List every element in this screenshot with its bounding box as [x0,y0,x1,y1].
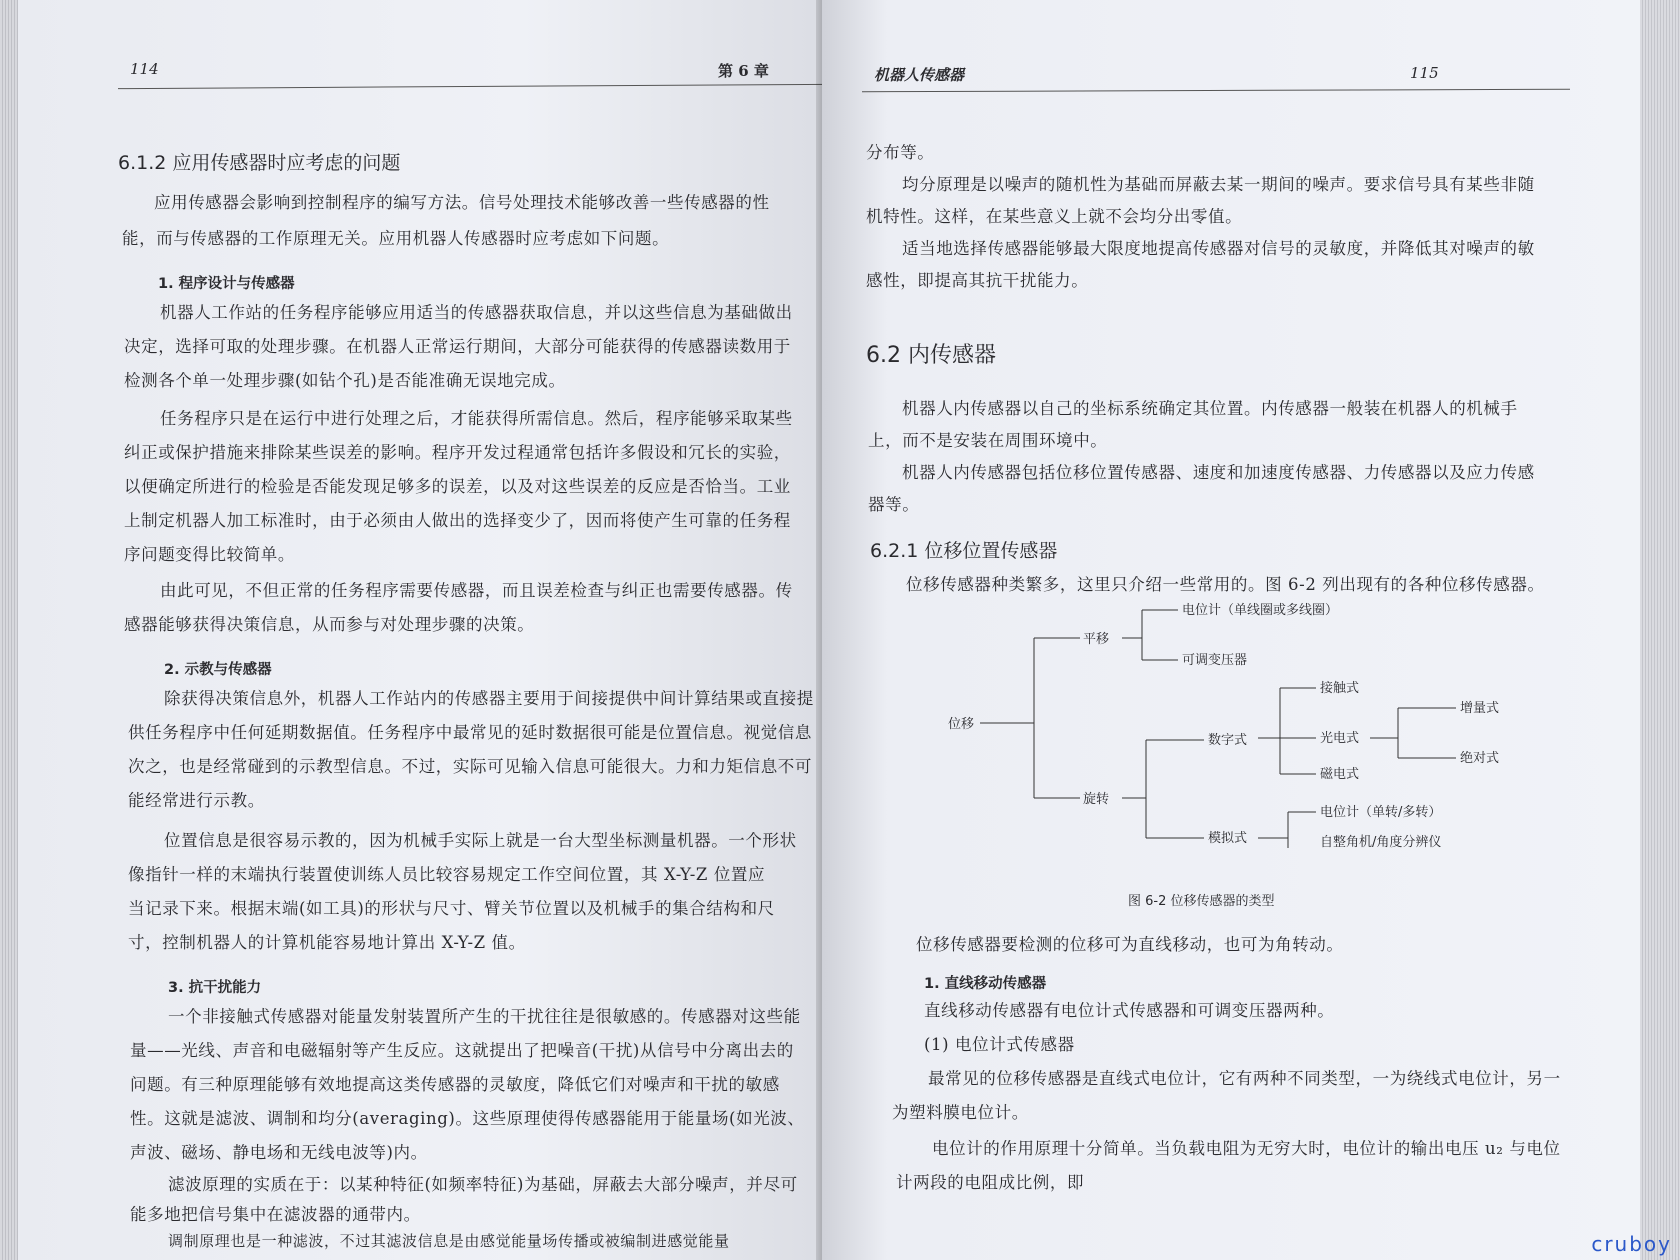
heading-linear-sensor: 1. 直线移动传感器 [924,976,1047,992]
text-line: 性。这就是滤波、调制和均分(averaging)。这些原理使得传感器能用于能量场(如光波、 [130,1109,805,1128]
heading-programming: 1. 程序设计与传感器 [158,276,295,292]
node-absolute: 绝对式 [1460,751,1500,766]
text-line: 由此可见，不但正常的任务程序需要传感器，而且误差检查与纠正也需要传感器。传 [160,581,793,600]
text-line: 计两段的电阻成比例，即 [896,1173,1085,1192]
text-line: 声波、磁场、静电场和无线电波等)内。 [130,1143,428,1162]
right-header-title: 机器人传感器 [874,66,965,84]
text-line: 供任务程序中任何延期数据值。任务程序中最常见的延时数据很可能是位置信息。视觉信息 [128,723,812,742]
section-6-2-title: 6.2 内传感器 [866,343,996,368]
text-line: 为塑料膜电位计。 [892,1103,1029,1122]
header-rule [862,89,1570,92]
text-line: 机特性。这样，在某些意义上就不会均分出零值。 [866,207,1243,226]
node-analog: 模拟式 [1208,831,1248,846]
text-line: 纠正或保护措施来排除某些误差的影响。程序开发过程通常包括许多假设和冗长的实验， [124,443,791,462]
node-displacement: 位移 [948,717,975,732]
right-page-number: 115 [1410,64,1439,82]
text-line: 机器人工作站的任务程序能够应用适当的传感器获取信息，并以这些信息为基础做出 [160,303,793,322]
text-line: 感器能够获得决策信息，从而参与对处理步骤的决策。 [124,615,535,634]
text-line: 寸，控制机器人的计算机能容易地计算出 X-Y-Z 值。 [128,933,526,952]
page-edges-left [0,0,18,1260]
header-rule [118,84,828,89]
figure-caption: 图 6-2 位移传感器的类型 [1128,894,1275,909]
node-magnetic: 磁电式 [1320,767,1360,782]
text-line: 序问题变得比较简单。 [124,545,295,564]
watermark: cruboy [1591,1232,1672,1256]
text-line: 位移传感器种类繁多，这里只介绍一些常用的。图 6-2 列出现有的各种位移传感器。 [906,575,1545,594]
text-line: 均分原理是以噪声的随机性为基础而屏蔽去某一期间的噪声。要求信号具有某些非随 [902,175,1535,194]
text-line: 调制原理也是一种滤波，不过其滤波信息是由感觉能量场传播或被编制进感觉能量 [168,1232,730,1250]
node-rotation: 旋转 [1083,792,1110,807]
text-line: 上制定机器人加工标准时，由于必须由人做出的选择变少了，因而将使产生可靠的任务程 [124,511,791,530]
node-potentiometer: 电位计（单线圈或多线圈） [1182,603,1339,618]
node-translation: 平移 [1083,632,1110,647]
text-line: 一个非接触式传感器对能量发射装置所产生的干扰往往是很敏感的。传感器对这些能 [168,1007,801,1026]
text-line: 机器人内传感器以自己的坐标系统确定其位置。内传感器一般装在机器人的机械手 [902,399,1518,418]
heading-interference: 3. 抗干扰能力 [168,980,262,996]
page-edges-right [1640,0,1680,1260]
text-line: 机器人内传感器包括位移位置传感器、速度和加速度传感器、力传感器以及应力传感 [902,463,1535,482]
text-line: 检测各个单一处理步骤(如钻个孔)是否能准确无误地完成。 [124,371,566,390]
text-line: 像指针一样的末端执行装置使训练人员比较容易规定工作空间位置，其 X-Y-Z 位置应 [128,865,766,884]
node-incremental: 增量式 [1460,701,1500,716]
text-line: 上，而不是安装在周围环境中。 [868,431,1108,450]
text-line: 除获得决策信息外，机器人工作站内的传感器主要用于间接提供中间计算结果或直接提 [164,689,814,708]
node-synchro: 自整角机/角度分辨仪 [1320,835,1442,848]
left-page [18,0,860,1260]
text-line: 能，而与传感器的工作原理无关。应用机器人传感器时应考虑如下问题。 [122,229,670,248]
text-line: 问题。有三种原理能够有效地提高这类传感器的灵敏度，降低它们对噪声和干扰的敏感 [130,1075,780,1094]
text-line: 分布等。 [866,143,935,162]
text-line: 任务程序只是在运行中进行处理之后，才能获得所需信息。然后，程序能够采取某些 [160,409,793,428]
left-page-number: 114 [130,60,159,78]
text-line: 以便确定所进行的检验是否能发现足够多的误差，以及对这些误差的反应是否恰当。工业 [124,477,791,496]
subsection-6-2-1-title: 6.2.1 位移位置传感器 [870,540,1058,562]
chapter-label: 第 6 章 [718,62,769,80]
section-title: 6.1.2 应用传感器时应考虑的问题 [118,152,401,174]
heading-teaching: 2. 示教与传感器 [164,662,272,678]
text-line: 位移传感器要检测的位移可为直线移动，也可为角转动。 [916,935,1344,954]
text-line: 最常见的位移传感器是直线式电位计，它有两种不同类型，一为绕线式电位计，另一 [928,1069,1561,1088]
text-line: 适当地选择传感器能够最大限度地提高传感器对信号的灵敏度，并降低其对噪声的敏 [902,239,1535,258]
text-line: 器等。 [868,495,920,514]
text-line: 直线移动传感器有电位计式传感器和可调变压器两种。 [924,1001,1335,1020]
text-line: 决定，选择可取的处理步骤。在机器人正常运行期间，大部分可能获得的传感器读数用于 [124,337,791,356]
text-line: 当记录下来。根据末端(如工具)的形状与尺寸、臂关节位置以及机械手的集合结构和尺 [128,899,775,918]
text-line: 能经常进行示教。 [128,791,265,810]
text-line: 应用传感器会影响到控制程序的编写方法。信号处理技术能够改善一些传感器的性 [154,193,770,212]
text-line: 感性，即提高其抗干扰能力。 [866,271,1089,290]
figure-6-2-diagram [938,588,1558,848]
text-line: 滤波原理的实质在于：以某种特征(如频率特征)为基础，屏蔽去大部分噪声，并尽可 [168,1175,798,1194]
text-line: 电位计的作用原理十分简单。当负载电阻为无穷大时，电位计的输出电压 u₂ 与电位 [932,1139,1561,1158]
text-line: 量——光线、声音和电磁辐射等产生反应。这就提出了把噪音(干扰)从信号中分离出去的 [130,1041,794,1060]
node-optical: 光电式 [1320,731,1360,746]
text-line: 位置信息是很容易示教的，因为机械手实际上就是一台大型坐标测量机器。一个形状 [164,831,797,850]
node-contact: 接触式 [1320,681,1360,696]
node-digital: 数字式 [1208,733,1248,748]
text-line: (1) 电位计式传感器 [924,1035,1075,1054]
text-line: 能多地把信号集中在滤波器的通带内。 [130,1205,421,1224]
node-variable-transformer: 可调变压器 [1182,653,1248,668]
text-line: 次之，也是经常碰到的示教型信息。不过，实际可见输入信息可能很大。力和力矩信息不可 [128,757,812,776]
node-rot-potentiometer: 电位计（单转/多转） [1320,805,1442,820]
